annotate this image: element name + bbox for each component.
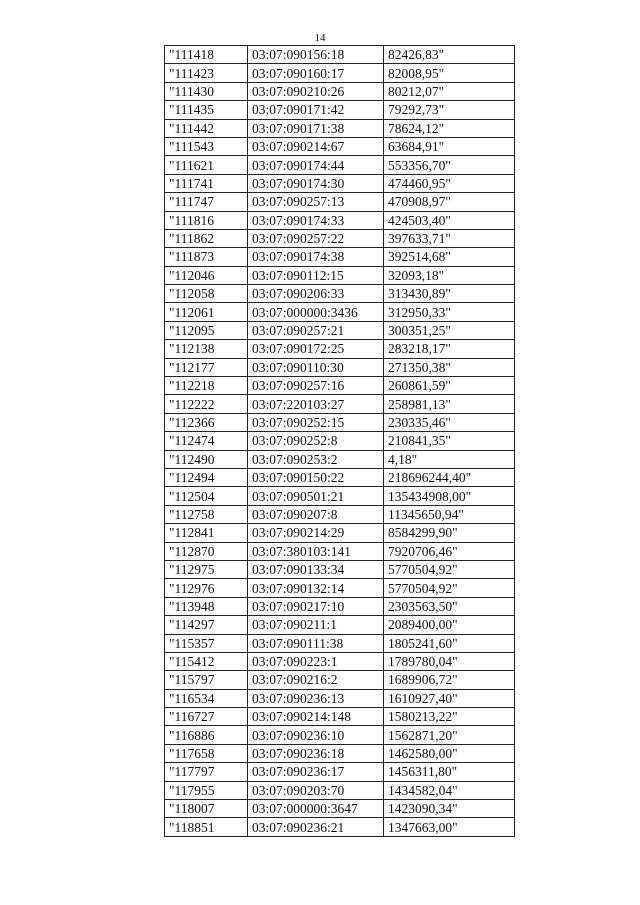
table-row <box>165 634 515 652</box>
table-row <box>165 119 515 137</box>
table-row <box>165 266 515 284</box>
table-row <box>165 597 515 615</box>
amount-cell: 312950,33" <box>384 303 515 321</box>
data-table <box>164 45 515 837</box>
amount-cell: 8584299,90" <box>384 524 515 542</box>
cadastral-number-cell: 03:07:090257:16 <box>248 377 384 395</box>
amount-cell: 32093,18" <box>384 266 515 284</box>
amount-cell: 424503,40" <box>384 211 515 229</box>
cadastral-number-cell: 03:07:090110:30 <box>248 358 384 376</box>
amount-cell: 397633,71" <box>384 229 515 247</box>
row-id-cell: "116727 <box>165 708 248 726</box>
amount-cell: 1462580,00" <box>384 744 515 762</box>
table-row <box>165 450 515 468</box>
amount-cell: 4,18" <box>384 450 515 468</box>
table-row <box>165 174 515 192</box>
table-row <box>165 101 515 119</box>
amount-cell: 470908,97" <box>384 193 515 211</box>
cadastral-number-cell: 03:07:380103:141 <box>248 542 384 560</box>
table-row <box>165 340 515 358</box>
amount-cell: 258981,13" <box>384 395 515 413</box>
row-id-cell: "113948 <box>165 597 248 615</box>
amount-cell: 82008,95" <box>384 64 515 82</box>
table-row <box>165 671 515 689</box>
cadastral-number-cell: 03:07:090210:26 <box>248 82 384 100</box>
cadastral-number-cell: 03:07:090252:15 <box>248 413 384 431</box>
row-id-cell: "112870 <box>165 542 248 560</box>
row-id-cell: "115412 <box>165 652 248 670</box>
cadastral-number-cell: 03:07:090253:2 <box>248 450 384 468</box>
cadastral-number-cell: 03:07:090257:21 <box>248 321 384 339</box>
cadastral-number-cell: 03:07:090156:18 <box>248 46 384 64</box>
table-row <box>165 248 515 266</box>
row-id-cell: "116534 <box>165 689 248 707</box>
amount-cell: 218696244,40" <box>384 468 515 486</box>
cadastral-number-cell: 03:07:090150:22 <box>248 468 384 486</box>
row-id-cell: "112366 <box>165 413 248 431</box>
table-row <box>165 560 515 578</box>
row-id-cell: "112222 <box>165 395 248 413</box>
table-row <box>165 524 515 542</box>
cadastral-number-cell: 03:07:090160:17 <box>248 64 384 82</box>
table-row <box>165 211 515 229</box>
table-row <box>165 193 515 211</box>
table-row <box>165 156 515 174</box>
cadastral-number-cell: 03:07:090174:44 <box>248 156 384 174</box>
row-id-cell: "112218 <box>165 377 248 395</box>
table-row <box>165 652 515 670</box>
table-row <box>165 726 515 744</box>
row-id-cell: "112046 <box>165 266 248 284</box>
amount-cell: 63684,91" <box>384 137 515 155</box>
row-id-cell: "111741 <box>165 174 248 192</box>
cadastral-number-cell: 03:07:090236:17 <box>248 763 384 781</box>
cadastral-number-cell: 03:07:090174:33 <box>248 211 384 229</box>
row-id-cell: "112095 <box>165 321 248 339</box>
amount-cell: 1789780,04" <box>384 652 515 670</box>
table-row <box>165 763 515 781</box>
table-row <box>165 377 515 395</box>
table-row <box>165 818 515 836</box>
cadastral-number-cell: 03:07:090216:2 <box>248 671 384 689</box>
amount-cell: 80212,07" <box>384 82 515 100</box>
row-id-cell: "112841 <box>165 524 248 542</box>
table-row <box>165 468 515 486</box>
amount-cell: 271350,38" <box>384 358 515 376</box>
amount-cell: 5770504,92" <box>384 560 515 578</box>
table-row <box>165 542 515 560</box>
table-row <box>165 781 515 799</box>
cadastral-number-cell: 03:07:090171:38 <box>248 119 384 137</box>
amount-cell: 283218,17" <box>384 340 515 358</box>
table-row <box>165 708 515 726</box>
table-row <box>165 358 515 376</box>
amount-cell: 553356,70" <box>384 156 515 174</box>
amount-cell: 79292,73" <box>384 101 515 119</box>
cadastral-number-cell: 03:07:090203:70 <box>248 781 384 799</box>
table-row <box>165 413 515 431</box>
cadastral-number-cell: 03:07:090214:29 <box>248 524 384 542</box>
cadastral-number-cell: 03:07:090217:10 <box>248 597 384 615</box>
row-id-cell: "111816 <box>165 211 248 229</box>
cadastral-number-cell: 03:07:090252:8 <box>248 432 384 450</box>
row-id-cell: "111418 <box>165 46 248 64</box>
amount-cell: 1689906,72" <box>384 671 515 689</box>
cadastral-number-cell: 03:07:090133:34 <box>248 560 384 578</box>
table-row <box>165 505 515 523</box>
row-id-cell: "112758 <box>165 505 248 523</box>
table-row <box>165 689 515 707</box>
amount-cell: 1434582,04" <box>384 781 515 799</box>
amount-cell: 260861,59" <box>384 377 515 395</box>
table-row <box>165 616 515 634</box>
amount-cell: 5770504,92" <box>384 579 515 597</box>
row-id-cell: "112058 <box>165 285 248 303</box>
amount-cell: 1456311,80" <box>384 763 515 781</box>
row-id-cell: "115357 <box>165 634 248 652</box>
amount-cell: 1562871,20" <box>384 726 515 744</box>
amount-cell: 210841,35" <box>384 432 515 450</box>
amount-cell: 78624,12" <box>384 119 515 137</box>
cadastral-number-cell: 03:07:090236:18 <box>248 744 384 762</box>
amount-cell: 313430,89" <box>384 285 515 303</box>
table-row <box>165 285 515 303</box>
row-id-cell: "111621 <box>165 156 248 174</box>
table-row <box>165 46 515 64</box>
row-id-cell: "112061 <box>165 303 248 321</box>
amount-cell: 230335,46" <box>384 413 515 431</box>
table-row <box>165 64 515 82</box>
cadastral-number-cell: 03:07:090207:8 <box>248 505 384 523</box>
amount-cell: 392514,68" <box>384 248 515 266</box>
row-id-cell: "112490 <box>165 450 248 468</box>
amount-cell: 300351,25" <box>384 321 515 339</box>
cadastral-number-cell: 03:07:090174:30 <box>248 174 384 192</box>
amount-cell: 2303563,50" <box>384 597 515 615</box>
row-id-cell: "118007 <box>165 800 248 818</box>
cadastral-number-cell: 03:07:090214:67 <box>248 137 384 155</box>
row-id-cell: "111747 <box>165 193 248 211</box>
row-id-cell: "112177 <box>165 358 248 376</box>
row-id-cell: "112975 <box>165 560 248 578</box>
cadastral-number-cell: 03:07:090172:25 <box>248 340 384 358</box>
table-row <box>165 487 515 505</box>
amount-cell: 1580213,22" <box>384 708 515 726</box>
table-row <box>165 303 515 321</box>
amount-cell: 1347663,00" <box>384 818 515 836</box>
amount-cell: 474460,95" <box>384 174 515 192</box>
row-id-cell: "111873 <box>165 248 248 266</box>
row-id-cell: "114297 <box>165 616 248 634</box>
table-body <box>165 46 515 837</box>
row-id-cell: "111435 <box>165 101 248 119</box>
row-id-cell: "112494 <box>165 468 248 486</box>
cadastral-number-cell: 03:07:090257:22 <box>248 229 384 247</box>
cadastral-number-cell: 03:07:090111:38 <box>248 634 384 652</box>
row-id-cell: "118851 <box>165 818 248 836</box>
row-id-cell: "117955 <box>165 781 248 799</box>
amount-cell: 7920706,46" <box>384 542 515 560</box>
table-row <box>165 395 515 413</box>
amount-cell: 2089400,00" <box>384 616 515 634</box>
table-row <box>165 744 515 762</box>
cadastral-number-cell: 03:07:220103:27 <box>248 395 384 413</box>
row-id-cell: "111543 <box>165 137 248 155</box>
row-id-cell: "116886 <box>165 726 248 744</box>
row-id-cell: "111430 <box>165 82 248 100</box>
table-row <box>165 82 515 100</box>
row-id-cell: "112138 <box>165 340 248 358</box>
table-row <box>165 800 515 818</box>
amount-cell: 82426,83" <box>384 46 515 64</box>
cadastral-number-cell: 03:07:090132:14 <box>248 579 384 597</box>
row-id-cell: "117797 <box>165 763 248 781</box>
amount-cell: 1610927,40" <box>384 689 515 707</box>
table-row <box>165 229 515 247</box>
row-id-cell: "115797 <box>165 671 248 689</box>
row-id-cell: "111423 <box>165 64 248 82</box>
cadastral-number-cell: 03:07:090174:38 <box>248 248 384 266</box>
cadastral-number-cell: 03:07:090206:33 <box>248 285 384 303</box>
cadastral-number-cell: 03:07:090236:10 <box>248 726 384 744</box>
page-number: 14 <box>314 32 326 44</box>
cadastral-number-cell: 03:07:090257:13 <box>248 193 384 211</box>
row-id-cell: "112976 <box>165 579 248 597</box>
table-row <box>165 579 515 597</box>
table-row <box>165 321 515 339</box>
amount-cell: 1423090,34" <box>384 800 515 818</box>
cadastral-number-cell: 03:07:090112:15 <box>248 266 384 284</box>
amount-cell: 1805241,60" <box>384 634 515 652</box>
row-id-cell: "111862 <box>165 229 248 247</box>
row-id-cell: "117658 <box>165 744 248 762</box>
cadastral-number-cell: 03:07:090223:1 <box>248 652 384 670</box>
amount-cell: 11345650,94" <box>384 505 515 523</box>
row-id-cell: "112474 <box>165 432 248 450</box>
cadastral-number-cell: 03:07:090171:42 <box>248 101 384 119</box>
cadastral-number-cell: 03:07:000000:3647 <box>248 800 384 818</box>
table-row <box>165 432 515 450</box>
cadastral-number-cell: 03:07:090501:21 <box>248 487 384 505</box>
row-id-cell: "111442 <box>165 119 248 137</box>
cadastral-number-cell: 03:07:090211:1 <box>248 616 384 634</box>
cadastral-number-cell: 03:07:000000:3436 <box>248 303 384 321</box>
row-id-cell: "112504 <box>165 487 248 505</box>
table-row <box>165 137 515 155</box>
cadastral-number-cell: 03:07:090236:13 <box>248 689 384 707</box>
amount-cell: 135434908,00" <box>384 487 515 505</box>
cadastral-number-cell: 03:07:090214:148 <box>248 708 384 726</box>
cadastral-number-cell: 03:07:090236:21 <box>248 818 384 836</box>
